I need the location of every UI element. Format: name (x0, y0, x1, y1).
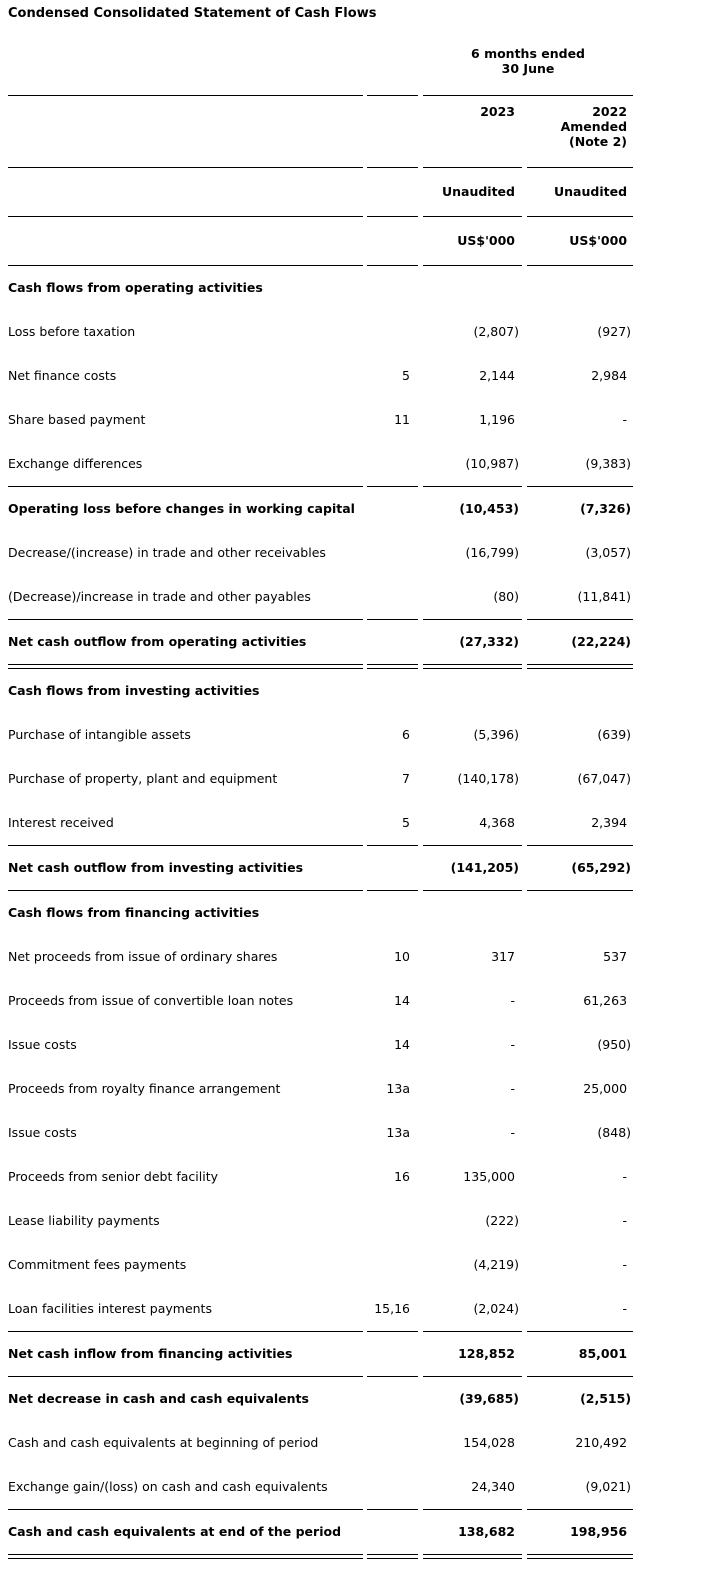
row-value-2023: (222) (485, 1213, 519, 1228)
row-value-2023: - (510, 1081, 515, 1096)
table-row (8, 531, 633, 575)
row-label: Issue costs (8, 1125, 77, 1140)
row-value-2022: 198,956 (570, 1524, 628, 1539)
year-2022-amended: Amended (560, 119, 628, 134)
row-label: Decrease/(increase) in trade and other receivables (8, 545, 326, 560)
row-label: Proceeds from royalty finance arrangement (8, 1081, 281, 1096)
row-value-2023: 1,196 (479, 412, 515, 427)
row-value-2022: (9,383) (585, 456, 632, 471)
table-row (8, 1199, 633, 1243)
row-value-2023: 24,340 (471, 1479, 515, 1494)
table-row (8, 1067, 633, 1111)
row-note (367, 1332, 418, 1377)
row-note (367, 1243, 418, 1287)
row-label: Interest received (8, 815, 114, 830)
table-row (8, 1155, 633, 1199)
row-note (367, 487, 418, 531)
table-row (8, 310, 633, 354)
row-value-2023: 4,368 (479, 815, 515, 830)
row-note: 10 (394, 949, 410, 964)
row-note (367, 442, 418, 487)
row-note: 16 (394, 1169, 410, 1184)
row-value-2022: - (622, 1169, 628, 1184)
page-title: Condensed Consolidated Statement of Cash Flows (8, 6, 377, 21)
row-note (367, 1465, 418, 1510)
row-value-2022: (2,515) (580, 1391, 632, 1406)
row-value-2023: (39,685) (459, 1391, 519, 1406)
row-label: Net cash inflow from financing activities (8, 1346, 293, 1361)
row-value-2022: (11,841) (577, 589, 632, 604)
row-value-2022: (9,021) (585, 1479, 632, 1494)
row-value-2022: - (622, 1213, 628, 1228)
section-header-row (8, 891, 633, 935)
row-note: 7 (402, 771, 410, 786)
currency-unit-2022: US$'000 (569, 233, 628, 248)
period-header (423, 45, 633, 96)
row-value-2023: (141,205) (450, 860, 519, 875)
year-2022-header (527, 96, 633, 168)
row-note: 11 (394, 412, 410, 427)
table-row (8, 442, 633, 487)
row-note (367, 1510, 418, 1555)
total-row (8, 1332, 633, 1377)
row-value-2022: 2,394 (591, 815, 628, 830)
audit-status-row (8, 168, 633, 217)
row-value-2023: 317 (491, 949, 515, 964)
row-value-2022: (950) (597, 1037, 632, 1052)
row-value-2022: - (622, 1257, 628, 1272)
row-note: 14 (394, 1037, 410, 1052)
row-value-2022: - (622, 1301, 628, 1316)
table-row (8, 713, 633, 757)
row-label: Exchange differences (8, 456, 143, 471)
row-note (367, 1377, 418, 1421)
row-value-2022: 85,001 (578, 1346, 628, 1361)
row-value-2023: (2,807) (473, 324, 519, 339)
row-value-2023: 2,144 (479, 368, 515, 383)
row-value-2023: 128,852 (458, 1346, 515, 1361)
year-header-row (8, 96, 633, 168)
row-value-2023: (4,219) (473, 1257, 519, 1272)
row-label: (Decrease)/increase in trade and other payables (8, 589, 311, 604)
row-label: Proceeds from senior debt facility (8, 1169, 219, 1184)
row-note: 5 (402, 368, 410, 383)
table-row (8, 979, 633, 1023)
audit-status-2022: Unaudited (554, 184, 628, 199)
year-2022: 2022 (592, 104, 628, 119)
row-value-2022: (927) (597, 324, 632, 339)
row-value-2022: (65,292) (571, 860, 632, 875)
row-label: Commitment fees payments (8, 1257, 187, 1272)
row-value-2022: (22,224) (571, 634, 632, 649)
row-value-2022: 25,000 (583, 1081, 628, 1096)
row-label: Proceeds from issue of convertible loan notes (8, 993, 294, 1008)
row-label: Purchase of intangible assets (8, 727, 191, 742)
table-row (8, 398, 633, 442)
total-row (8, 1377, 633, 1421)
row-label: Loan facilities interest payments (8, 1301, 212, 1316)
row-note (367, 1199, 418, 1243)
row-note: 15,16 (374, 1301, 410, 1316)
row-value-2023: (27,332) (459, 634, 519, 649)
row-note: 5 (402, 815, 410, 830)
row-value-2023: 138,682 (458, 1524, 515, 1539)
total-row (8, 1510, 633, 1555)
row-note (367, 575, 418, 620)
row-value-2023: - (510, 1037, 515, 1052)
row-value-2022: (67,047) (577, 771, 632, 786)
row-value-2022: 537 (603, 949, 628, 964)
row-label: Net cash outflow from operating activities (8, 634, 307, 649)
row-note (367, 1421, 418, 1465)
cash-flow-statement-table (8, 45, 633, 1559)
table-row (8, 1243, 633, 1287)
table-row (8, 1421, 633, 1465)
row-note (367, 620, 418, 665)
row-note (367, 310, 418, 354)
table-row (8, 801, 633, 846)
row-value-2023: (2,024) (473, 1301, 519, 1316)
section-header-row (8, 669, 633, 714)
row-note (367, 531, 418, 575)
total-row (8, 846, 633, 891)
row-value-2023: (10,453) (459, 501, 519, 516)
row-value-2023: (5,396) (473, 727, 519, 742)
section-header-row (8, 266, 633, 310)
row-note: 13a (386, 1125, 410, 1140)
row-label: Exchange gain/(loss) on cash and cash equivalents (8, 1479, 328, 1494)
year-2022-note-ref: (Note 2) (569, 134, 628, 149)
row-label: Cash and cash equivalents at beginning of period (8, 1435, 319, 1450)
row-value-2022: (639) (597, 727, 632, 742)
period-line-1: 6 months ended (471, 46, 585, 61)
period-header-row (8, 45, 633, 96)
table-row (8, 1465, 633, 1510)
row-value-2022: - (622, 412, 628, 427)
section-label: Cash flows from investing activities (8, 683, 260, 698)
row-label: Net decrease in cash and cash equivalents (8, 1391, 309, 1406)
double-rule (8, 1555, 633, 1559)
row-value-2023: - (510, 1125, 515, 1140)
row-note (367, 846, 418, 891)
row-label: Net cash outflow from investing activities (8, 860, 304, 875)
section-label: Cash flows from operating activities (8, 280, 263, 295)
table-row (8, 1111, 633, 1155)
year-2023-header: 2023 (480, 104, 515, 119)
table-row (8, 354, 633, 398)
row-value-2022: (848) (597, 1125, 632, 1140)
table-row (8, 1023, 633, 1067)
period-line-2: 30 June (501, 61, 555, 76)
row-value-2023: (80) (493, 589, 519, 604)
row-label: Issue costs (8, 1037, 77, 1052)
row-label: Operating loss before changes in working capital (8, 501, 355, 516)
row-value-2023: 154,028 (463, 1435, 515, 1450)
row-note: 14 (394, 993, 410, 1008)
table-row (8, 757, 633, 801)
row-value-2023: (140,178) (457, 771, 519, 786)
total-row (8, 620, 633, 665)
row-value-2023: (10,987) (465, 456, 519, 471)
row-value-2022: (3,057) (585, 545, 632, 560)
row-label: Cash and cash equivalents at end of the period (8, 1524, 342, 1539)
currency-unit-2023: US$'000 (457, 233, 515, 248)
row-value-2023: 135,000 (463, 1169, 515, 1184)
table-row (8, 935, 633, 979)
row-label: Lease liability payments (8, 1213, 160, 1228)
table-row (8, 575, 633, 620)
row-value-2022: (7,326) (580, 501, 632, 516)
row-label: Net finance costs (8, 368, 117, 383)
row-value-2022: 210,492 (575, 1435, 628, 1450)
row-label: Loss before taxation (8, 324, 136, 339)
row-label: Net proceeds from issue of ordinary shares (8, 949, 278, 964)
row-value-2023: (16,799) (465, 545, 519, 560)
row-value-2022: 2,984 (591, 368, 628, 383)
row-note: 13a (386, 1081, 410, 1096)
subtotal-row (8, 487, 633, 531)
row-label: Share based payment (8, 412, 146, 427)
table-row (8, 1287, 633, 1332)
row-label: Purchase of property, plant and equipment (8, 771, 278, 786)
row-value-2022: 61,263 (583, 993, 628, 1008)
row-value-2023: - (510, 993, 515, 1008)
currency-unit-row (8, 217, 633, 266)
row-note: 6 (402, 727, 410, 742)
section-label: Cash flows from financing activities (8, 905, 260, 920)
audit-status-2023: Unaudited (441, 184, 515, 199)
